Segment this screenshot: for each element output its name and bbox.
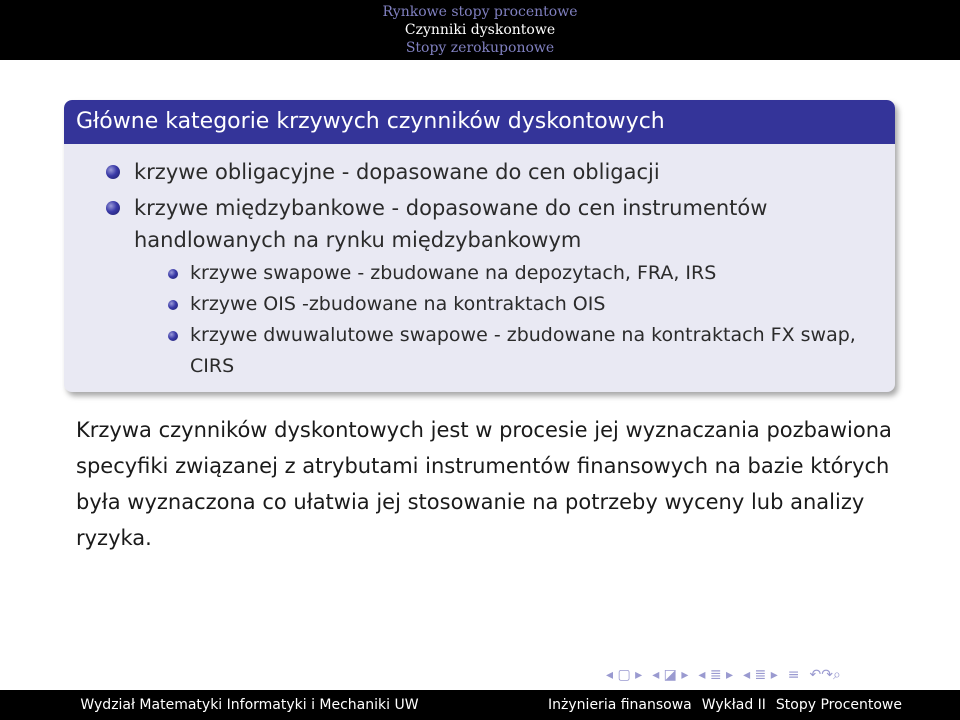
nav-prev-slide-icon[interactable]: ◂ ▢ ▸ [606,667,643,683]
sub-list-item [64,320,883,382]
bullet-icon [168,331,178,341]
content-block [64,100,895,392]
bullet-icon [168,300,178,310]
body-paragraph: Krzywa czynników dyskontowych jest w procesie jej wyznaczania pozbawiona specyfiki związanej z atrybutami instrumentów finansowych na bazie których była wyznaczona co ułatwia jej stosowanie na potrzeby wyceny lub analizy ryzyka. [76,418,892,550]
footer-lecture: Wykład II [701,697,766,713]
sub-list-item-text: krzywe dwuwalutowe swapowe - zbudowane na kontraktach FX swap, CIRS [190,324,856,377]
nav-frame-icon[interactable]: ◂ ◪ ▸ [652,667,689,683]
footer-topic: Stopy Procentowe [775,697,902,713]
section-navigation [0,0,960,60]
sub-list-item [64,289,883,320]
footer-right [499,690,960,720]
block-title: Główne kategorie krzywych czynników dyskontowych [64,100,895,144]
sub-list-item-text: krzywe OIS -zbudowane na kontraktach OIS [190,293,606,315]
list-item-text: krzywe obligacyjne - dopasowane do cen obligacji [134,160,660,184]
nav-align-icon[interactable]: ≡ [787,667,800,683]
block-body [64,144,895,382]
slide-navigation-controls [606,664,956,686]
list-item-text: krzywe międzybankowe - dopasowane do cen instrumentów handlowanych na rynku międzybankowym [134,196,768,252]
footer-institution: Wydział Matematyki Informatyki i Mechaniki UW [0,690,499,720]
nav-section-rynkowe[interactable]: Rynkowe stopy procentowe [382,4,578,20]
sub-list-item [64,258,883,289]
footer-course: Inżynieria finansowa [548,697,692,713]
bullet-icon [168,269,178,279]
sub-list-item-text: krzywe swapowe - zbudowane na depozytach, FRA, IRS [190,262,717,284]
nav-section-stopy[interactable]: Stopy zerokuponowe [405,40,555,56]
bullet-icon [106,201,120,215]
nav-subsection-icon[interactable]: ◂ ≣ ▸ [698,667,734,683]
list-item [64,156,883,188]
bullet-icon [106,165,120,179]
footer [0,690,960,720]
list-item [64,192,883,256]
nav-section-icon[interactable]: ◂ ≣ ▸ [743,667,778,683]
nav-search-icon[interactable]: ↶↷⌕ [809,667,841,683]
nav-section-czynniki[interactable]: Czynniki dyskontowe [404,22,556,38]
